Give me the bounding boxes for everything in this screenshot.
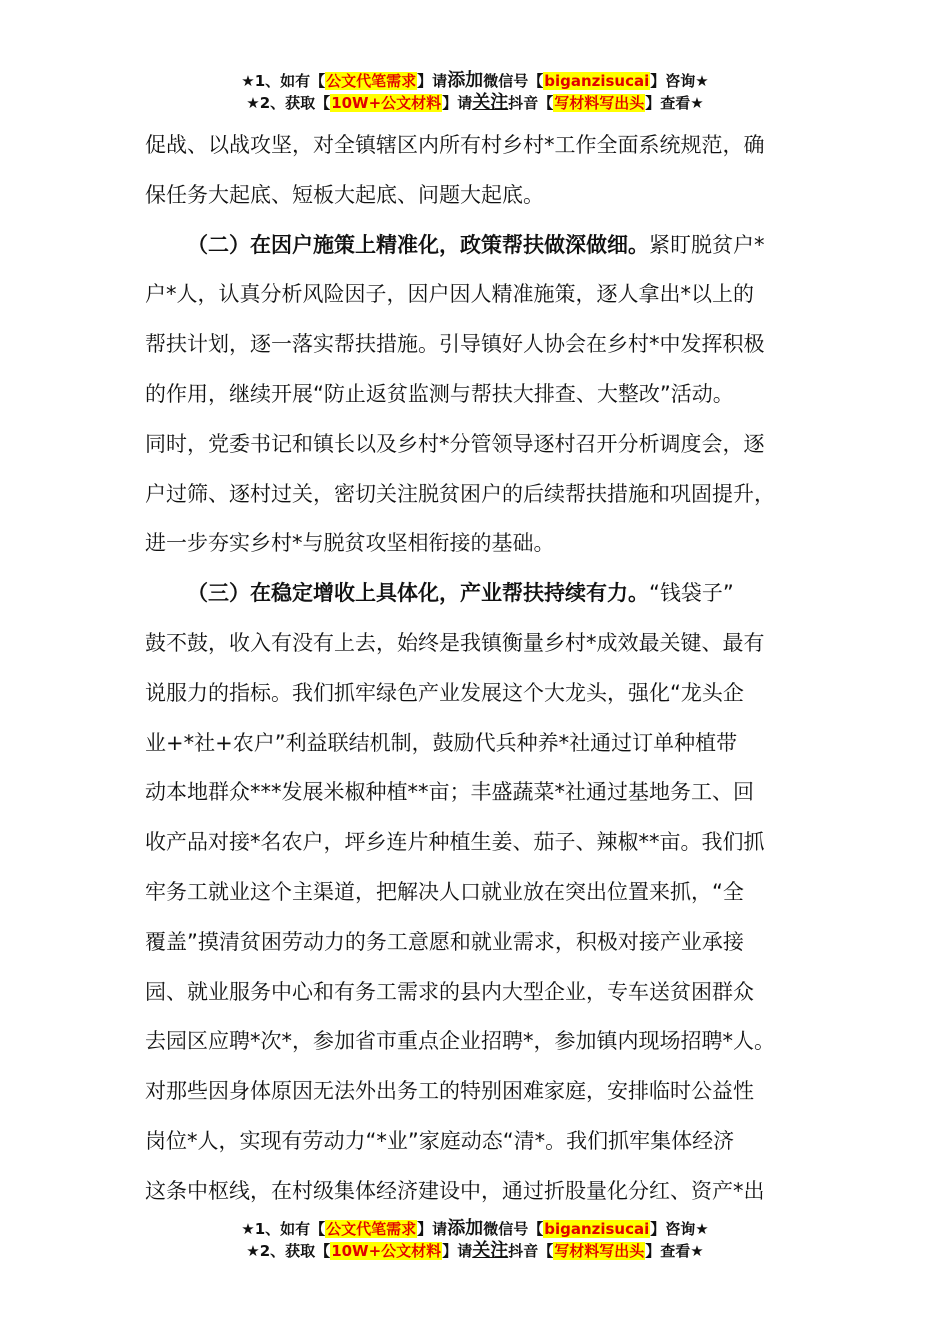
text-line: 覆盖”摸清贫困劳动力的务工意愿和就业需求，积极对接产业承接 <box>145 929 744 954</box>
banner-text: ★1、如有【 <box>241 72 326 90</box>
text-line: 户过筛、逐村过关，密切关注脱贫困户的后续帮扶措施和巩固提升， <box>145 481 775 506</box>
banner-text: 】咨询★ <box>650 72 709 90</box>
banner-emphasis: 关注 <box>472 92 509 113</box>
banner-line-1 <box>0 1218 950 1240</box>
banner-text: ★1、如有【 <box>241 1220 326 1238</box>
heading-rest: 紧盯脱贫户* <box>649 232 765 257</box>
banner-text: 】咨询★ <box>650 1220 709 1238</box>
text-line: 的作用，继续开展“防止返贫监测与帮扶大排查、大整改”活动。 <box>145 381 734 406</box>
banner-line-2 <box>0 92 950 114</box>
section-heading-3 <box>145 569 827 619</box>
banner-emphasis: 添加 <box>447 1218 484 1239</box>
text-line: 说服力的指标。我们抓牢绿色产业发展这个大龙头，强化“龙头企 <box>145 680 744 705</box>
text-line: 户*人，认真分析风险因子，因户因人精准施策，逐人拿出*以上的 <box>145 282 754 307</box>
footer-banner <box>0 1218 950 1262</box>
document-body <box>145 121 827 1217</box>
text-line: 保任务大起底、短板大起底、问题大起底。 <box>145 182 544 207</box>
banner-text: 微信号【 <box>483 1220 544 1238</box>
highlight-keyword: 公文代笔需求 <box>326 1220 417 1238</box>
text-line: 去园区应聘*次*，参加省市重点企业招聘*，参加镇内现场招聘*人。 <box>145 1029 775 1054</box>
banner-text: 】请 <box>442 94 473 112</box>
highlight-keyword: 10W+公文材料 <box>331 1242 442 1260</box>
highlight-wechat-id: biganzisucai <box>544 72 650 90</box>
banner-text: 】查看★ <box>645 94 704 112</box>
highlight-keyword: 10W+公文材料 <box>331 94 442 112</box>
banner-emphasis: 添加 <box>447 70 484 91</box>
text-line: 促战、以战攻坚，对全镇辖区内所有村乡村*工作全面系统规范，确 <box>145 133 765 157</box>
text-line: 动本地群众***发展米椒种植**亩；丰盛蔬菜*社通过基地务工、回 <box>145 780 754 805</box>
banner-text: 】查看★ <box>645 1242 704 1260</box>
banner-text: 】请 <box>417 72 448 90</box>
highlight-keyword: 公文代笔需求 <box>326 72 417 90</box>
banner-emphasis: 关注 <box>472 1240 509 1261</box>
banner-text: 抖音【 <box>508 1242 554 1260</box>
banner-line-1 <box>0 70 950 92</box>
banner-text: ★2、获取【 <box>246 1242 331 1260</box>
header-banner <box>0 70 950 114</box>
text-line: 对那些因身体原因无法外出务工的特别困难家庭，安排临时公益性 <box>145 1079 754 1104</box>
banner-line-2 <box>0 1240 950 1262</box>
highlight-douyin-id: 写材料写出头 <box>554 1242 645 1260</box>
text-line: 这条中枢线，在村级集体经济建设中，通过折股量化分红、资产*出 <box>145 1178 765 1203</box>
text-line: 进一步夯实乡村*与脱贫攻坚相衔接的基础。 <box>145 531 555 556</box>
text-line: 同时，党委书记和镇长以及乡村*分管领导逐村召开分析调度会，逐 <box>145 431 765 456</box>
heading-rest: “钱袋子” <box>649 581 734 606</box>
banner-text: ★2、获取【 <box>246 94 331 112</box>
banner-text: 】请 <box>442 1242 473 1260</box>
text-line: 牢务工就业这个主渠道，把解决人口就业放在突出位置来抓，“全 <box>145 879 744 904</box>
highlight-douyin-id: 写材料写出头 <box>554 94 645 112</box>
text-line: 业+*社+农户”利益联结机制，鼓励代兵种养*社通过订单种植带 <box>145 730 738 755</box>
heading-bold: （二）在因户施策上精准化，政策帮扶做深做细。 <box>187 232 649 257</box>
text-line: 园、就业服务中心和有务工需求的县内大型企业，专车送贫困群众 <box>145 979 754 1004</box>
highlight-wechat-id: biganzisucai <box>544 1220 650 1238</box>
banner-text: 微信号【 <box>483 72 544 90</box>
text-line: 岗位*人，实现有劳动力“*业”家庭动态“清*。我们抓牢集体经济 <box>145 1128 735 1153</box>
heading-bold: （三）在稳定增收上具体化，产业帮扶持续有力。 <box>187 581 649 606</box>
banner-text: 】请 <box>417 1220 448 1238</box>
banner-text: 抖音【 <box>508 94 554 112</box>
text-line: 帮扶计划，逐一落实帮扶措施。引导镇好人协会在乡村*中发挥积极 <box>145 332 765 357</box>
text-line: 鼓不鼓，收入有没有上去，始终是我镇衡量乡村*成效最关键、最有 <box>145 630 765 655</box>
section-heading-2 <box>145 221 827 271</box>
text-line: 收产品对接*名农户，坪乡连片种植生姜、茄子、辣椒**亩。我们抓 <box>145 830 765 855</box>
